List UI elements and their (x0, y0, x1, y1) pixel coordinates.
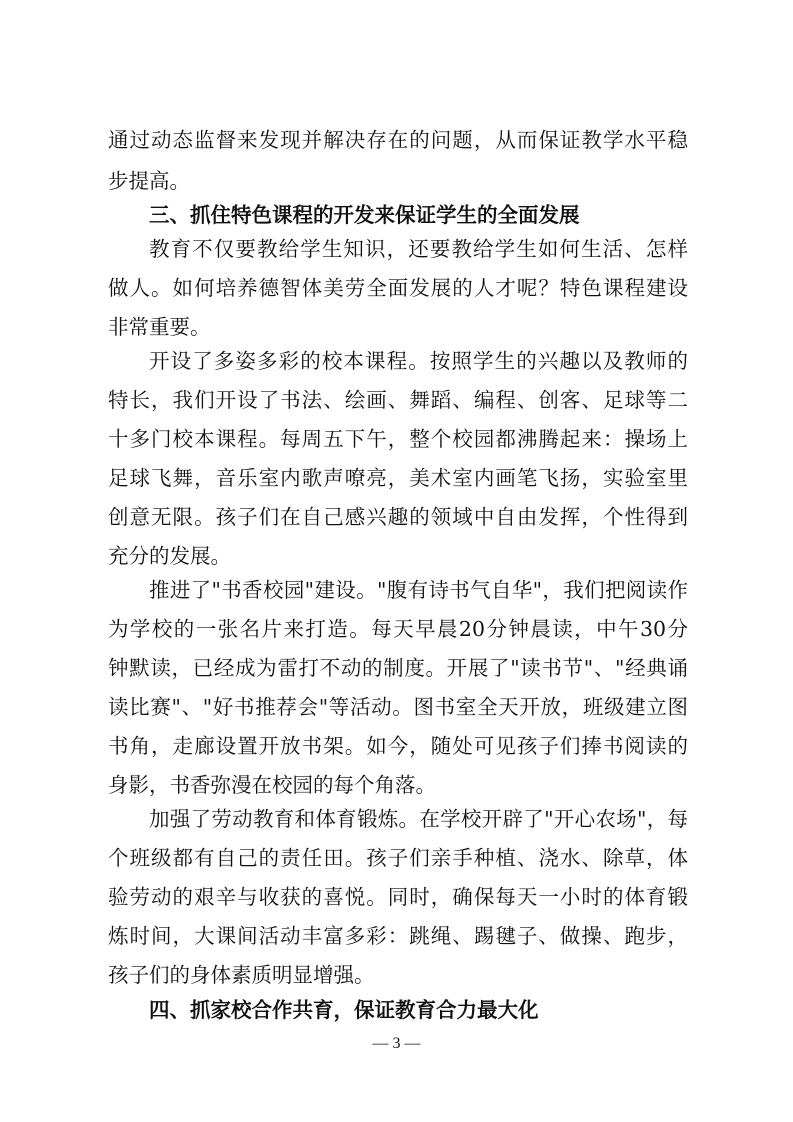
body-line: 步提高。 (108, 169, 190, 193)
body-line: 通过动态监督来发现并解决存在的问题，从而保证教学水平稳 (108, 128, 688, 152)
body-line: 加强了劳动教育和体育锻炼。在学校开辟了"开心农场"，每 (149, 807, 688, 831)
body-line: 非常重要。 (108, 315, 211, 339)
body-line: 推进了"书香校园"建设。"腹有诗书气自华"，我们把阅读作 (149, 578, 688, 602)
page-number: — 3 — (372, 1035, 421, 1052)
body-line: 做人。如何培养德智体美劳全面发展的人才呢？特色课程建设 (108, 276, 688, 300)
body-line: 十多门校本课程。每周五下午，整个校园都沸腾起来：操场上 (108, 427, 688, 451)
body-line: 钟默读，已经成为雷打不动的制度。开展了"读书节"、"经典诵 (108, 656, 688, 680)
section-heading: 四、抓家校合作共育，保证教育合力最大化 (149, 998, 539, 1022)
body-line: 特长，我们开设了书法、绘画、舞蹈、编程、创客、足球等二 (108, 388, 688, 412)
body-line: 读比赛"、"好书推荐会"等活动。图书室全天开放，班级建立图 (108, 695, 688, 719)
body-line: 个班级都有自己的责任田。孩子们亲手种植、浇水、除草，体 (108, 846, 688, 870)
body-line: 书角，走廊设置开放书架。如今，随处可见孩子们捧书阅读的 (108, 734, 688, 758)
body-line: 炼时间，大课间活动丰富多彩：跳绳、踢毽子、做操、跑步， (108, 924, 688, 948)
body-line: 充分的发展。 (108, 544, 231, 568)
section-heading: 三、抓住特色课程的开发来保证学生的全面发展 (149, 203, 580, 227)
body-line: 教育不仅要教给学生知识，还要教给学生如何生活、怎样 (149, 237, 688, 261)
body-line: 足球飞舞，音乐室内歌声嘹亮，美术室内画笔飞扬，实验室里 (108, 466, 688, 490)
body-line: 创意无限。孩子们在自己感兴趣的领域中自由发挥，个性得到 (108, 505, 688, 529)
body-line: 孩子们的身体素质明显增强。 (108, 963, 375, 987)
body-line: 开设了多姿多彩的校本课程。按照学生的兴趣以及教师的 (149, 349, 688, 373)
body-line: 为学校的一张名片来打造。每天早晨20分钟晨读，中午30分 (108, 617, 688, 641)
body-line: 验劳动的艰辛与收获的喜悦。同时，确保每天一小时的体育锻 (108, 885, 688, 909)
body-line: 身影，书香弥漫在校园的每个角落。 (108, 773, 436, 797)
